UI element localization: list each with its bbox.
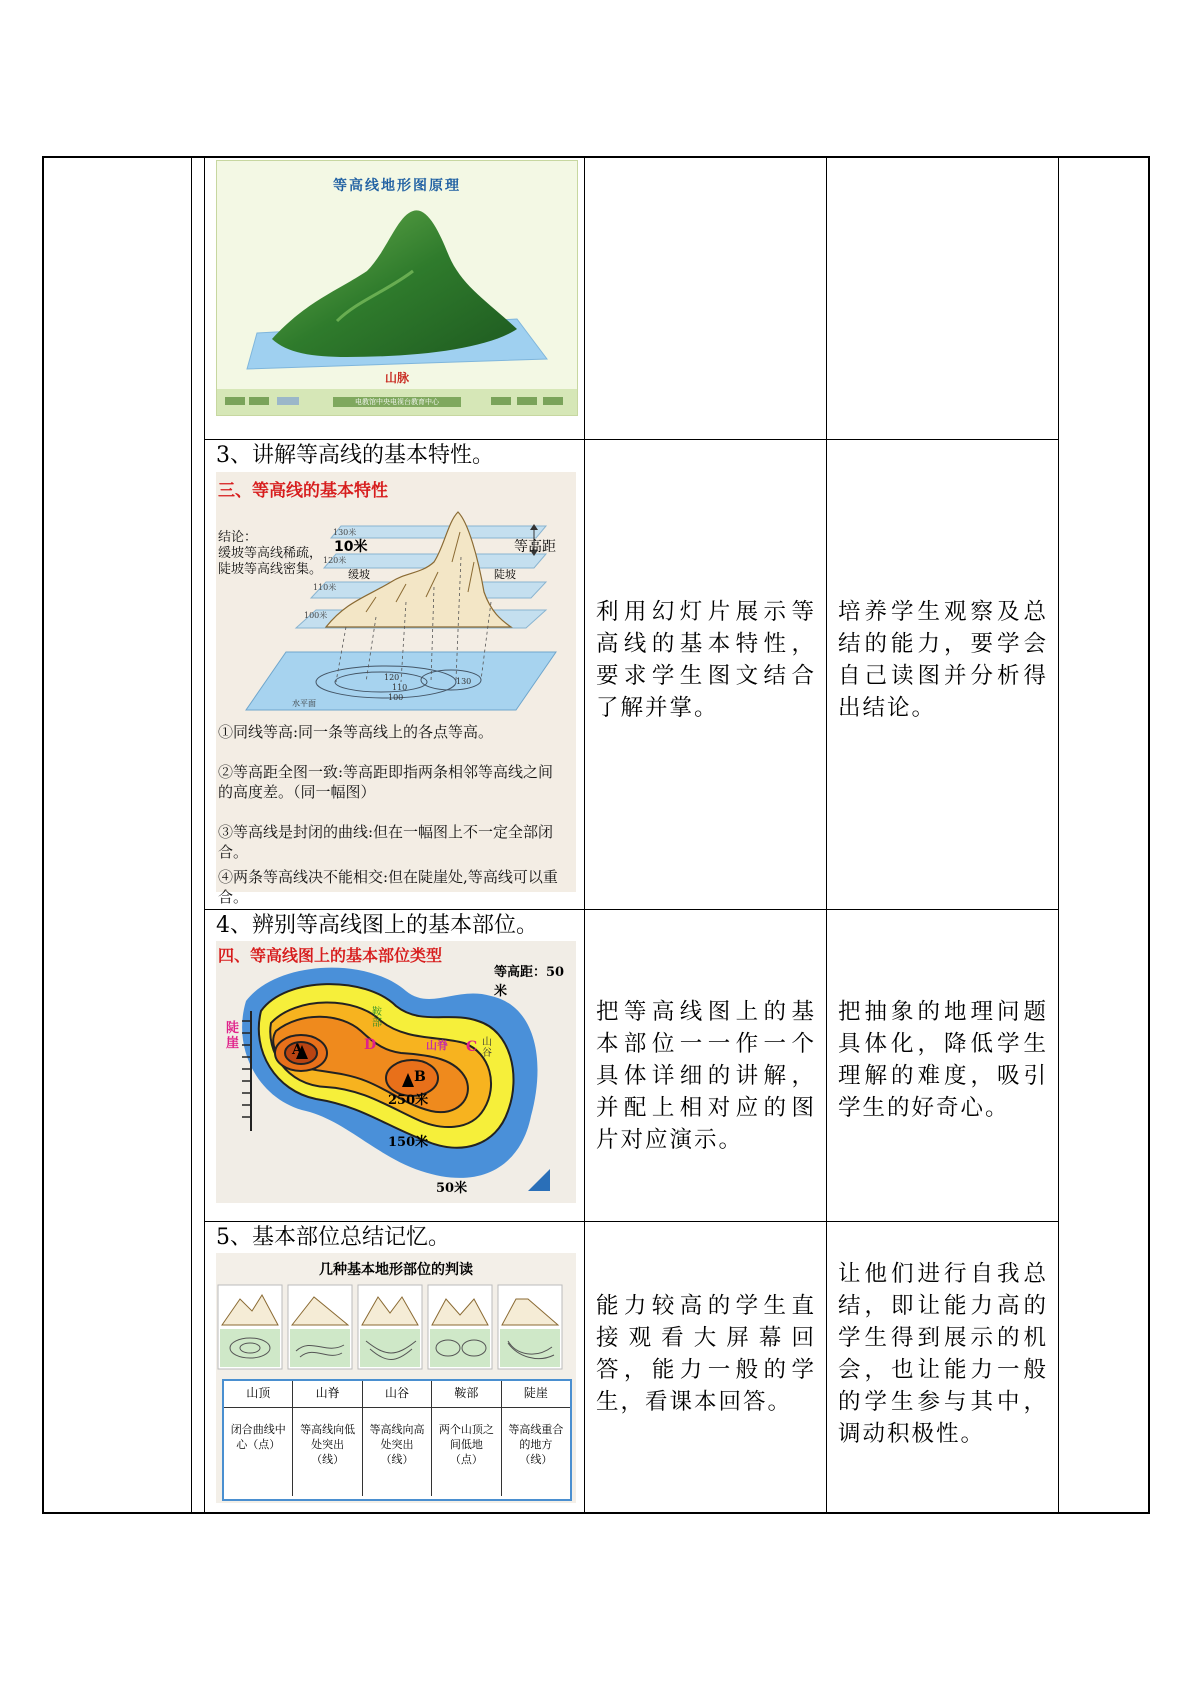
- table-border-bottom: [42, 1512, 1150, 1514]
- row2-method: 利用幻灯片展示等高线的基本特性，要求学生图文结合了解并掌。: [596, 599, 816, 721]
- row-divider-3: [204, 1221, 1059, 1222]
- label-100m: 100米: [304, 611, 328, 620]
- label-ridge: 山脊: [426, 1039, 448, 1052]
- row4-method: 能力较高的学生直接观看大屏幕回答，能力一般的学生，看课本回答。: [596, 1293, 816, 1415]
- terrain-contour-map: [216, 941, 576, 1203]
- label-interval: 等高距: [514, 539, 556, 555]
- label-10m: 10米: [334, 539, 368, 555]
- slide-title: 几种基本地形部位的判读: [319, 1262, 473, 1278]
- contour-label-130: 130: [456, 677, 472, 686]
- label-250m: 250米: [388, 1093, 429, 1108]
- header-saddle: 鞍部: [432, 1381, 501, 1407]
- label-150m: 150米: [388, 1135, 429, 1150]
- summary-table: [222, 1379, 572, 1501]
- label-steep-slope: 陡坡: [494, 568, 516, 581]
- step-4-title: 4、辨别等高线图上的基本部位。: [216, 913, 538, 938]
- header-valley: 山谷: [363, 1381, 432, 1407]
- label-50m: 50米: [436, 1181, 468, 1196]
- label-d: D: [364, 1037, 377, 1053]
- row3-purpose: 把抽象的地理问题具体化，降低学生理解的难度，吸引学生的好奇心。: [838, 999, 1048, 1121]
- contour-label-110: 110: [392, 683, 408, 692]
- cell-peak: 闭合曲线中心（点）: [224, 1408, 293, 1496]
- table-border-top: [42, 156, 1150, 158]
- header-peak: 山顶: [224, 1381, 293, 1407]
- contour-label-120: 120: [384, 673, 400, 682]
- table-divider-5: [1058, 156, 1059, 1514]
- row-divider-1: [204, 439, 1059, 440]
- step-3-title: 3、讲解等高线的基本特性。: [216, 443, 494, 468]
- cell-ridge: 等高线向低处突出（线）: [293, 1408, 362, 1496]
- label-saddle: 鞍部: [372, 1007, 382, 1029]
- slide-terrain-types: [216, 941, 576, 1203]
- table-divider-4: [826, 156, 827, 1514]
- slide-title: 三、等高线的基本特性: [218, 481, 388, 501]
- slide-footer: 电教馆中央电视台教育中心: [333, 397, 461, 407]
- table-border-right: [1148, 156, 1150, 1514]
- label-cliff: 陡崖: [226, 1021, 240, 1051]
- row-divider-2: [204, 909, 1059, 910]
- property-3: ③等高线是封闭的曲线:但在一幅图上不一定全部闭合。: [218, 823, 554, 861]
- table-divider-1: [191, 156, 192, 1514]
- terrain-thumbnails: [216, 1285, 576, 1385]
- cell-saddle: 两个山顶之间低地（点）: [432, 1408, 501, 1496]
- label-120m: 120米: [323, 556, 347, 565]
- slide-contour-principle: [216, 160, 578, 416]
- cell-valley: 等高线向高处突出（线）: [363, 1408, 432, 1496]
- step-5-title: 5、基本部位总结记忆。: [216, 1225, 450, 1250]
- row2-purpose: 培养学生观察及总结的能力，要学会自己读图并分析得出结论。: [838, 599, 1048, 721]
- table-divider-2: [204, 156, 205, 1514]
- label-peak-b: B: [414, 1069, 426, 1085]
- slide-title: 四、等高线图上的基本部位类型: [218, 946, 443, 965]
- property-1: ①同线等高:同一条等高线上的各点等高。: [218, 723, 494, 741]
- property-4: ④两条等高线决不能相交:但在陡崖处,等高线可以重合。: [218, 868, 558, 906]
- conclusion-label: 结论：: [218, 530, 258, 545]
- contour-label-100: 100: [388, 693, 404, 702]
- conclusion-gentle: 缓坡等高线稀疏，: [218, 546, 323, 561]
- conclusion-steep: 陡坡等高线密集。: [218, 562, 323, 577]
- label-gentle-slope: 缓坡: [348, 568, 370, 581]
- slide-contour-characteristics: [216, 472, 576, 906]
- label-130m: 130米: [333, 528, 357, 537]
- label-sea-level: 水平面: [292, 699, 316, 708]
- row4-purpose: 让他们进行自我总结，即让能力高的学生得到展示的机会，也让能力一般的学生参与其中，调动积极性。: [838, 1261, 1048, 1447]
- label-110m: 110米: [313, 583, 337, 592]
- table-border-left: [42, 156, 44, 1514]
- label-peak-a: A: [292, 1042, 303, 1058]
- property-2: ②等高距全图一致:等高距即指两条相邻等高线之间的高度差。（同一幅图）: [218, 763, 554, 801]
- label-valley: 山谷: [482, 1037, 492, 1059]
- table-divider-3: [584, 156, 585, 1514]
- label-c: C: [466, 1039, 478, 1055]
- slide-terrain-summary: [216, 1253, 576, 1503]
- header-cliff: 陡崖: [523, 1386, 548, 1400]
- interval-label: 等高距：50米: [494, 965, 565, 999]
- cell-cliff: 等高线重合的地方（线）: [508, 1423, 564, 1466]
- slide-caption: 山脉: [384, 371, 409, 385]
- header-ridge: 山脊: [293, 1381, 362, 1407]
- slide-title: 等高线地形图原理: [333, 178, 461, 194]
- row3-method: 把等高线图上的基本部位一一作一个具体详细的讲解，并配上相对应的图片对应演示。: [596, 999, 816, 1153]
